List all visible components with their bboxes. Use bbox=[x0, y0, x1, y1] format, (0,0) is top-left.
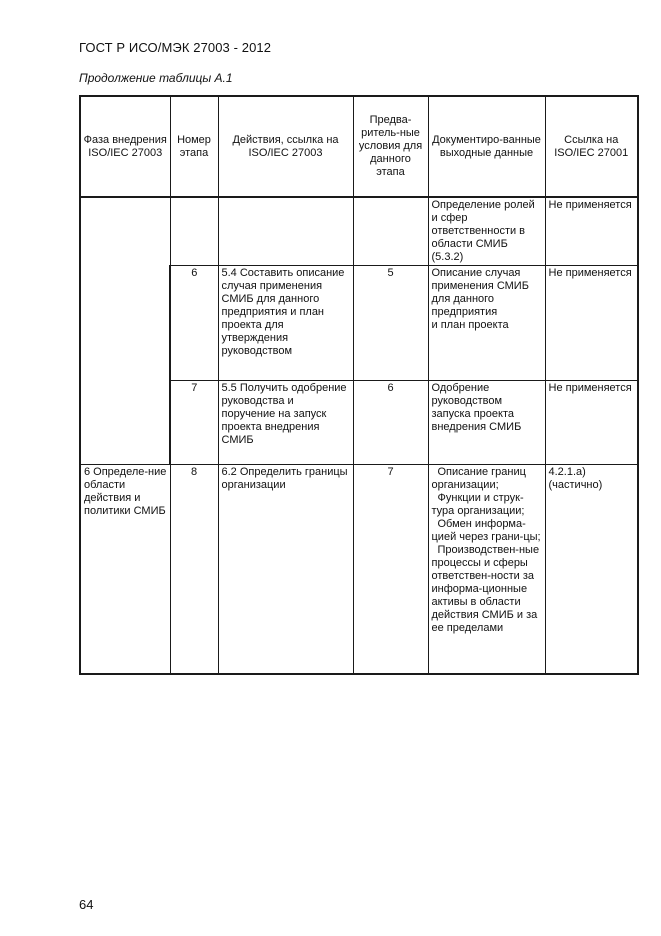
output-item: Одобрение руководством запуска проекта внедрения СМИБ bbox=[431, 382, 522, 433]
column-header-precondition: Предва-ритель-ные условия для данного этапа bbox=[353, 96, 428, 197]
cell-action: 5.4 Составить описание случая применения СМИБ для данного предприятия и план проекта для утверждения руководством bbox=[218, 266, 353, 381]
output-item: Функции и струк-тура организации; bbox=[431, 492, 525, 517]
column-header-reference: Ссылка на ISO/IEC 27001 bbox=[545, 96, 638, 197]
document-header: ГОСТ Р ИСО/МЭК 27003 - 2012 bbox=[79, 40, 272, 55]
output-item: Описание границ организации; bbox=[431, 466, 526, 491]
cell-step: 7 bbox=[170, 381, 218, 465]
cell-phase bbox=[80, 197, 170, 465]
column-header-action: Действия, ссылка на ISO/IEC 27003 bbox=[218, 96, 353, 197]
output-item: Обмен информа-цией через грани-цы; bbox=[431, 518, 541, 543]
column-header-step: Номер этапа bbox=[170, 96, 218, 197]
output-item: и план проекта bbox=[431, 319, 509, 331]
cell-outputs bbox=[428, 266, 545, 381]
column-header-outputs: Документиро-ванные выходные данные bbox=[428, 96, 545, 197]
cell-precondition bbox=[353, 197, 428, 266]
cell-outputs bbox=[428, 197, 545, 266]
cell-step bbox=[170, 197, 218, 266]
cell-outputs bbox=[428, 381, 545, 465]
cell-precondition: 7 bbox=[353, 465, 428, 674]
cell-precondition: 6 bbox=[353, 381, 428, 465]
cell-action bbox=[218, 197, 353, 266]
table-row bbox=[80, 197, 638, 266]
cell-phase: 6 Определе-ние области действия и политики СМИБ bbox=[80, 465, 170, 674]
cell-reference: Не применяется bbox=[545, 266, 638, 381]
cell-action: 5.5 Получить одобрение руководства и поручение на запуск проекта внедрения СМИБ bbox=[218, 381, 353, 465]
table-row bbox=[80, 465, 638, 674]
cell-reference: Не применяется bbox=[545, 381, 638, 465]
output-item: Производствен-ные процессы и сферы ответствен-ности за информа-ционные активы в области действия СМИБ и за ее пределами bbox=[431, 544, 540, 634]
output-item: Определение ролей и сфер ответственности в области СМИБ (5.3.2) bbox=[431, 199, 535, 263]
column-header-phase: Фаза внедрения ISO/IEC 27003 bbox=[80, 96, 170, 197]
cell-outputs bbox=[428, 465, 545, 674]
cell-step: 8 bbox=[170, 465, 218, 674]
cell-step: 6 bbox=[170, 266, 218, 381]
output-item: Описание случая применения СМИБ для данного предприятия bbox=[431, 267, 529, 318]
table-header-row bbox=[80, 96, 638, 197]
table-continuation-caption: Продолжение таблицы А.1 bbox=[79, 71, 233, 85]
page-number: 64 bbox=[79, 897, 94, 912]
phase-table bbox=[79, 95, 639, 675]
cell-reference: 4.2.1.а) (частично) bbox=[545, 465, 638, 674]
cell-reference: Не применяется bbox=[545, 197, 638, 266]
cell-precondition: 5 bbox=[353, 266, 428, 381]
cell-action: 6.2 Определить границы организации bbox=[218, 465, 353, 674]
